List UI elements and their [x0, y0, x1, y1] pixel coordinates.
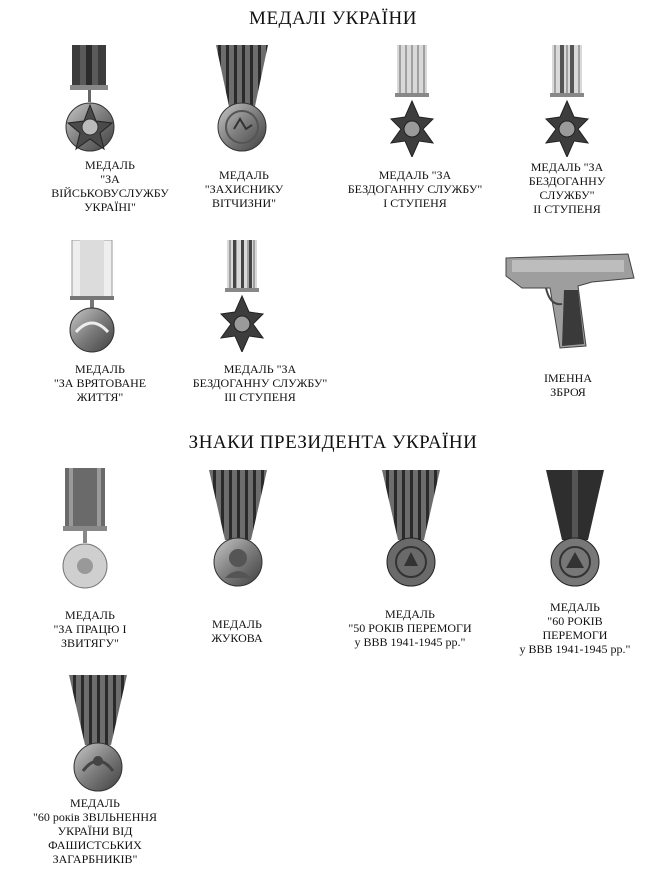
caption-medal-defender: МЕДАЛЬ "ЗАХИСНИКУ ВІТЧИЗНИ"	[204, 168, 284, 210]
caption-medal-labor: МЕДАЛЬ "ЗА ПРАЦЮ І ЗВИТЯГУ"	[53, 608, 127, 650]
caption-medal-60-years: МЕДАЛЬ "60 РОКІВ ПЕРЕМОГИ у ВВВ 1941-1945 рр."	[519, 600, 631, 656]
caption-cross-medal-3: МЕДАЛЬ "ЗА БЕЗДОГАННУ СЛУЖБУ" ІІІ СТУПЕНЯ	[192, 362, 328, 404]
caption-medal-liberation: МЕДАЛЬ "60 років ЗВІЛЬНЕННЯ УКРАЇНИ ВІД ФАШИСТСЬКИХ ЗАГАРБНИКІВ"	[32, 796, 158, 866]
cross-medal-icon	[385, 45, 439, 157]
section-title-president-signs: ЗНАКИ ПРЕЗИДЕНТА УКРАЇНИ	[188, 432, 478, 453]
pistol-icon	[502, 248, 638, 352]
caption-medal-military-service: МЕДАЛЬ "ЗА ВІЙСЬКОВУСЛУЖБУ УКРАЇНІ"	[51, 158, 169, 214]
medal-military-service-icon	[58, 45, 122, 157]
section-title-medals: МЕДАЛІ УКРАЇНИ	[249, 8, 417, 29]
medal-liberation-icon	[65, 675, 131, 793]
cross-medal-icon	[215, 240, 269, 352]
caption-medal-zhukov: МЕДАЛЬ ЖУКОВА	[211, 617, 263, 645]
medal-50-years-icon	[378, 470, 444, 588]
caption-named-weapon: ІМЕННА ЗБРОЯ	[544, 371, 592, 399]
caption-cross-medal-2: МЕДАЛЬ "ЗА БЕЗДОГАННУ СЛУЖБУ" ІІ СТУПЕНЯ	[528, 160, 606, 216]
medal-zhukov-icon	[205, 470, 271, 588]
caption-medal-saved-life: МЕДАЛЬ "ЗА ВРЯТОВАНЕ ЖИТТЯ"	[53, 362, 147, 404]
caption-medal-50-years: МЕДАЛЬ "50 РОКІВ ПЕРЕМОГИ у ВВВ 1941-1945 рр."	[348, 607, 472, 649]
caption-cross-medal-1: МЕДАЛЬ "ЗА БЕЗДОГАННУ СЛУЖБУ" І СТУПЕНЯ	[347, 168, 483, 210]
cross-medal-icon	[540, 45, 594, 157]
medal-saved-life-icon	[62, 240, 122, 355]
medal-defender-icon	[210, 45, 274, 157]
medal-60-years-icon	[542, 470, 608, 588]
medal-labor-icon	[55, 468, 115, 592]
